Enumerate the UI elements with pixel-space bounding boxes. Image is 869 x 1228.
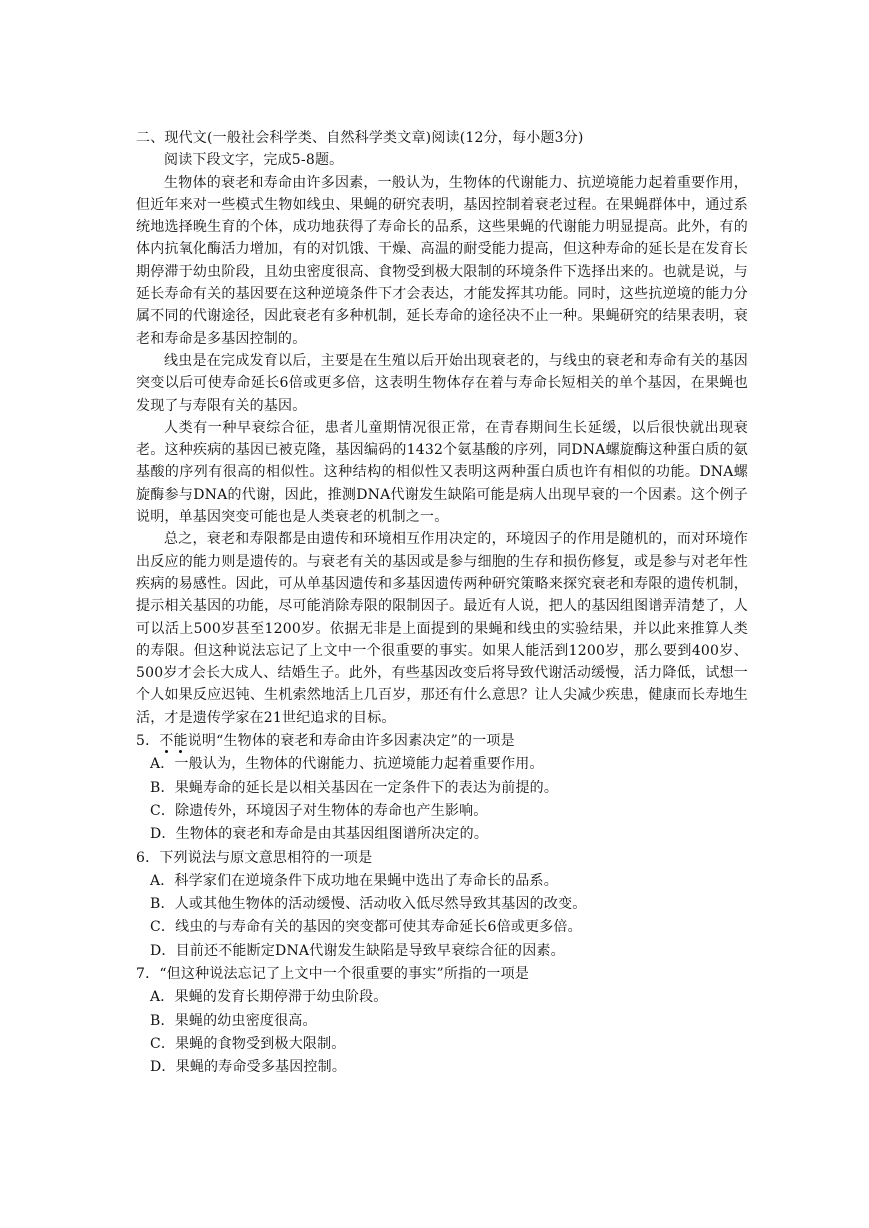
option-6a: A．科学家们在逆境条件下成功地在果蝇中选出了寿命长的品系。 [150, 872, 558, 889]
emphasis-dot-char: 能 [173, 733, 188, 750]
question-6 [136, 847, 748, 869]
passage-paragraph-3: 人类有一种早衰综合征，患者儿童期情况很正常，在青春期间生长延缓，以后很快就出现衰老。这种疾病的基因已被克隆，基因编码的1432个氨基酸的序列，同DNA螺旋酶这种蛋白质的氨基酸的序列有很高的相似性。这种结构的相似性又表明这两种蛋白质也许有相似的功能。DNA螺旋酶参与DNA的代谢，因此，推测DNA代谢发生缺陷可能是病人出现早衰的一个因素。这个例子说明，单基因突变可能也是人类衰老的机制之一。 [136, 419, 748, 526]
option-5b: B．果蝇寿命的延长是以相关基因在一定条件下的表达为前提的。 [150, 779, 559, 796]
option-5a: A．一般认为，生物体的代谢能力、抗逆境能力起着重要作用。 [150, 756, 544, 773]
emphasis-not-able [159, 733, 187, 749]
section-title: 二、现代文(一般社会科学类、自然科学类文章)阅读(12分，每小题3分) [136, 130, 584, 146]
option-7b: B．果蝇的幼虫密度很高。 [150, 1012, 317, 1029]
option-7d: D．果蝇的寿命受多基因控制。 [150, 1059, 347, 1076]
instruction: 阅读下段文字，完成5-8题。 [164, 152, 344, 169]
passage-paragraph-2: 线虫是在完成发育以后，主要是在生殖以后开始出现衰老的，与线虫的衰老和寿命有关的基因突变以后可使寿命延长6倍或更多倍，这表明生物体存在着与寿命长短相关的单个基因，在果蝇也发现了与寿限有关的基因。 [136, 352, 748, 414]
option-6c: C．线虫的与寿命有关的基因的突变都可使其寿命延长6倍或更多倍。 [150, 919, 582, 936]
option-5c: C．除遗传外，环境因子对生物体的寿命也产生影响。 [150, 802, 488, 819]
reading-section [136, 127, 748, 1078]
option-6b: B．人或其他生物体的活动缓慢、活动收入低尽然导致其基因的改变。 [150, 896, 587, 913]
question-number: 7． [136, 965, 160, 982]
question-stem: “但这种说法忘记了上文中一个很重要的事实”所指的一项是 [159, 965, 530, 982]
emphasis-dot-char: 不 [159, 733, 174, 750]
question-number: 6． [136, 849, 160, 866]
question-7 [136, 963, 748, 985]
question-number: 5． [136, 733, 160, 750]
passage-paragraph-1: 生物体的衰老和寿命由许多因素，一般认为，生物体的代谢能力、抗逆境能力起着重要作用，但近年来对一些模式生物如线虫、果蝇的研究表明，基因控制着衰老过程。在果蝇群体中，通过系统地选择晚生育的个体，成功地获得了寿命长的品系，这些果蝇的代谢能力明显提高。此外，有的体内抗氧化酶活力增加，有的对饥饿、干燥、高温的耐受能力提高，但这种寿命的延长是在发育长期停滞于幼虫阶段，且幼虫密度很高、食物受到极大限制的环境条件下选择出来的。也就是说，与延长寿命有关的基因要在这种逆境条件下才会表达，才能发挥其功能。同时，这些抗逆境的能力分属不同的代谢途径，因此衰老有多种机制，延长寿命的途径决不止一种。果蝇研究的结果表明，衰老和寿命是多基因控制的。 [136, 174, 748, 347]
option-5d: D．生物体的衰老和寿命是由其基因组图谱所决定的。 [150, 826, 489, 843]
option-6d: D．目前还不能断定DNA代谢发生缺陷是导致早衰综合征的因素。 [150, 942, 565, 959]
question-5 [136, 730, 748, 752]
option-7a: A．果蝇的发育长期停滞于幼虫阶段。 [150, 989, 388, 1006]
question-stem: 下列说法与原文意思相符的一项是 [159, 849, 373, 866]
question-stem: 说明“生物体的衰老和寿命由许多因素决定”的一项是 [187, 733, 515, 750]
option-7c: C．果蝇的食物受到极大限制。 [150, 1035, 346, 1052]
passage-paragraph-4: 总之，衰老和寿限都是由遗传和环境相互作用决定的，环境因子的作用是随机的，而对环境作出反应的能力则是遗传的。与衰老有关的基因或是参与细胞的生存和损伤修复，或是参与对老年性疾病的易感性。因此，可从单基因遗传和多基因遗传两种研究策略来探究衰老和寿限的遗传机制，提示相关基因的功能，尽可能消除寿限的限制因子。最近有人说，把人的基因组图谱弄清楚了，人可以活上500岁甚至1200岁。依据无非是上面提到的果蝇和线虫的实验结果，并以此来推算人类的寿限。但这种说法忘记了上文中一个很重要的事实。如果人能活到1200岁，那么要到400岁、500岁才会长大成人、结婚生子。此外，有些基因改变后将导致代谢活动缓慢，活力降低，试想一个人如果反应迟钝、生机索然地活上几百岁，那还有什么意思？让人尖减少疾患，健康而长寿地生活，才是遗传学家在21世纪追求的目标。 [136, 531, 748, 726]
